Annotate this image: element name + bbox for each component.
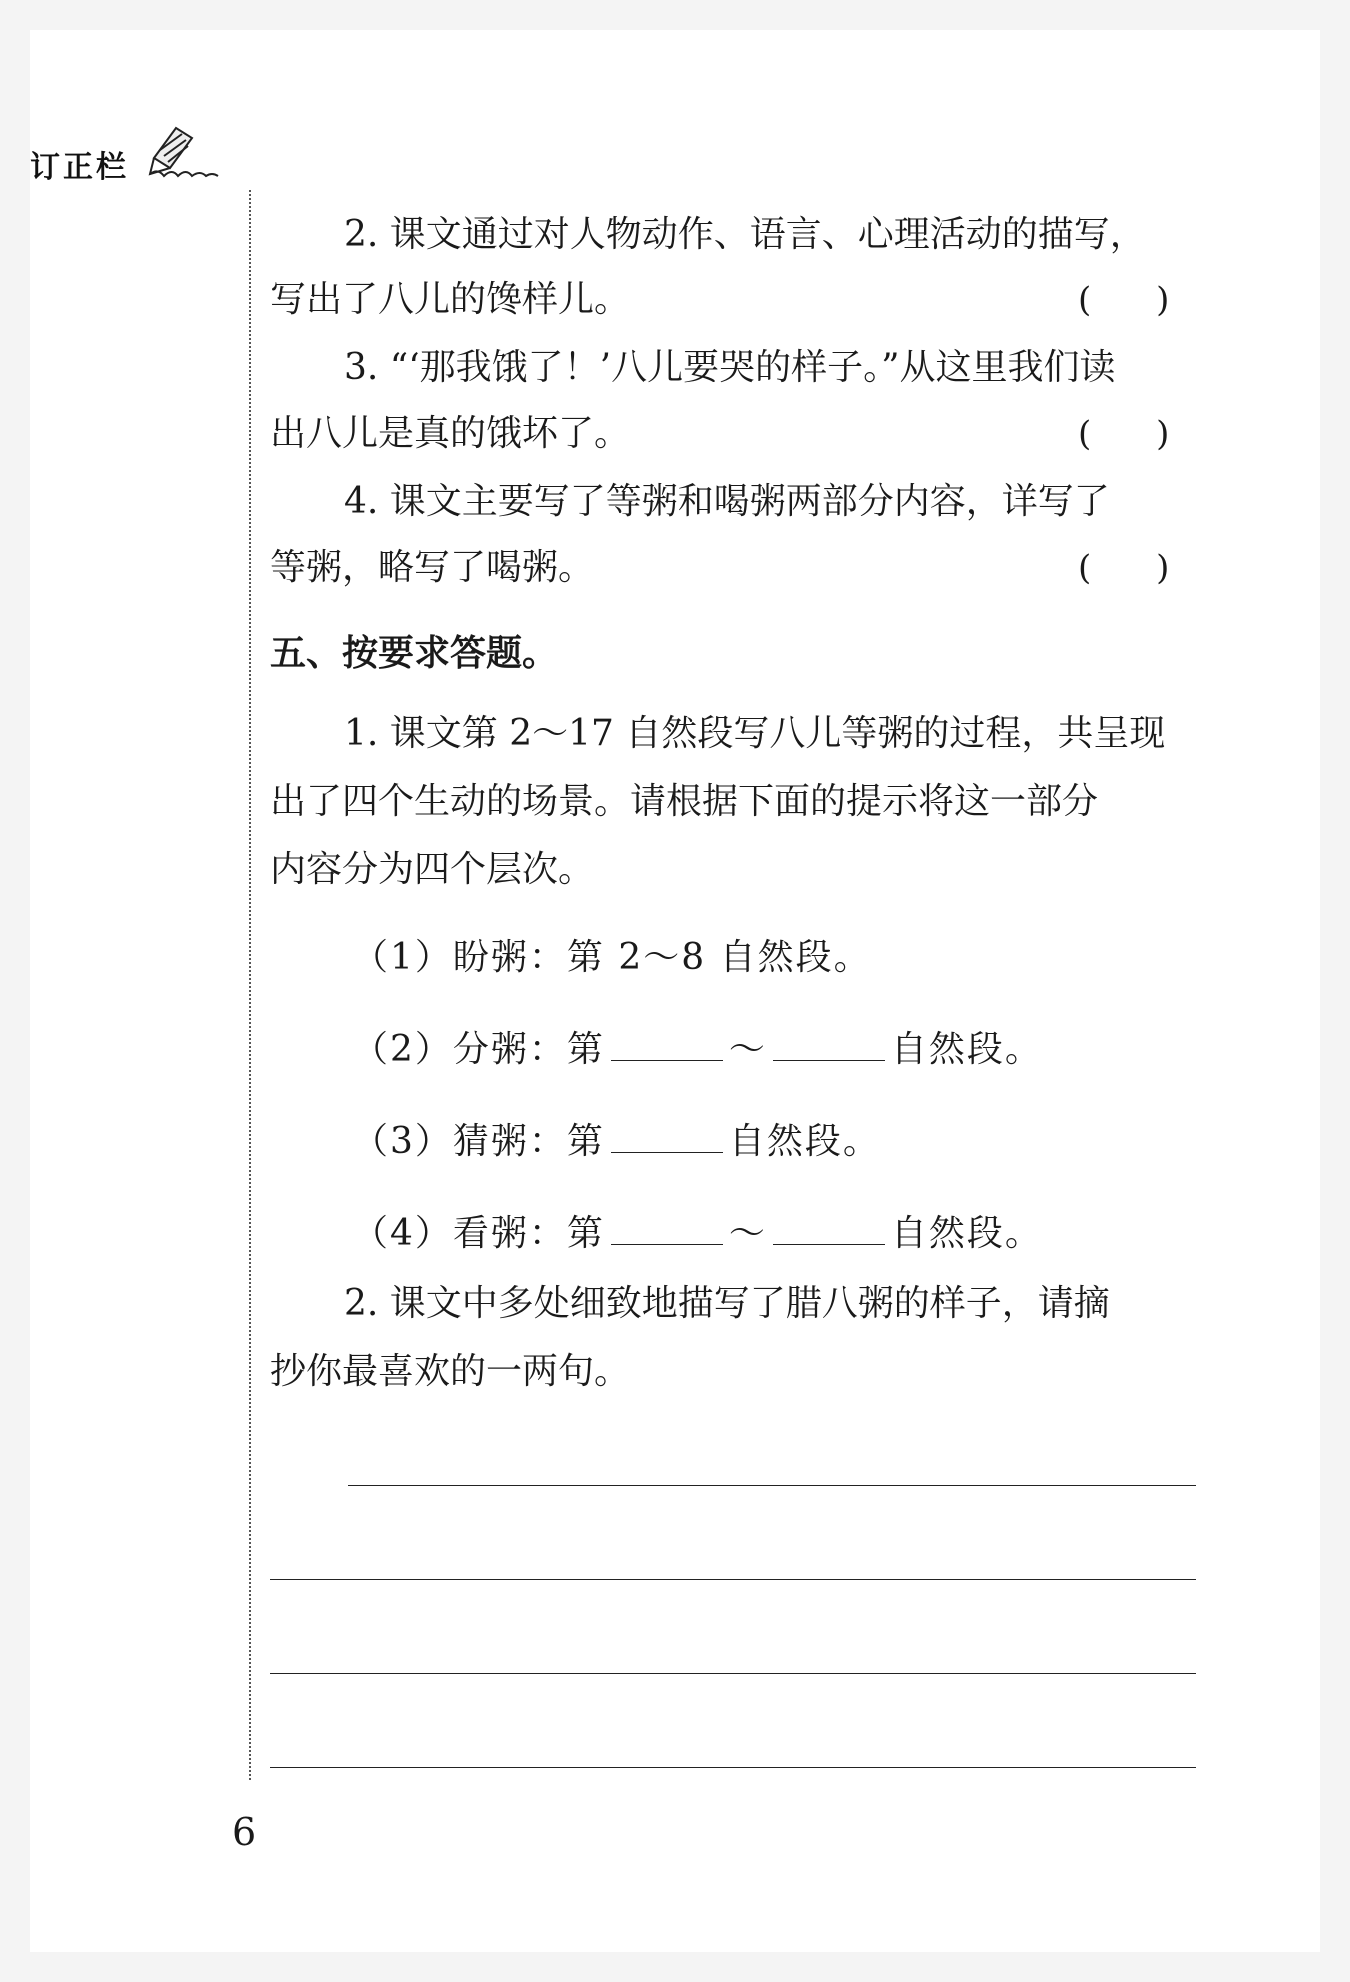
judge-item-3-line1: 3. “‘那我饿了！’八儿要哭的样子。”从这里我们读	[344, 347, 1116, 388]
answer-line-4[interactable]	[270, 1767, 1196, 1768]
blank-3[interactable]	[611, 1122, 723, 1153]
q1-part-4	[352, 1212, 1043, 1256]
q1-part-4-suffix: 自然段。	[890, 1213, 1043, 1254]
margin-dotted-line	[249, 190, 251, 1780]
blank-start-2[interactable]	[611, 1030, 723, 1061]
q1-part-1: （1）盼粥：第 2～8 自然段。	[352, 937, 872, 978]
answer-paren-3[interactable]: ( )	[1078, 414, 1170, 454]
q1-part-3	[352, 1120, 881, 1164]
q1-part-3-suffix: 自然段。	[728, 1121, 881, 1162]
judge-item-2-line1: 2. 课文通过对人物动作、语言、心理活动的描写，	[344, 214, 1146, 255]
section-heading: 五、按要求答题。	[270, 633, 559, 674]
correction-column-label: 订正栏	[30, 150, 129, 185]
q1-part-2	[352, 1028, 1043, 1072]
q1-line3: 内容分为四个层次。	[270, 849, 595, 890]
answer-paren-2[interactable]: ( )	[1078, 280, 1170, 320]
judge-item-4-line1: 4. 课文主要写了等粥和喝粥两部分内容，详写了	[344, 481, 1110, 522]
q1-part-4-prefix: （4）看粥：第	[352, 1213, 605, 1254]
blank-end-4[interactable]	[773, 1214, 885, 1245]
judge-item-4-line2: 等粥，略写了喝粥。	[270, 547, 595, 588]
answer-line-1[interactable]	[348, 1485, 1196, 1486]
q2-line1: 2. 课文中多处细致地描写了腊八粥的样子，请摘	[344, 1283, 1110, 1324]
q2-line2: 抄你最喜欢的一两句。	[270, 1351, 631, 1392]
q1-part-2-prefix: （2）分粥：第	[352, 1029, 605, 1070]
judge-item-2-line2: 写出了八儿的馋样儿。	[270, 279, 631, 320]
q1-part-3-prefix: （3）猜粥：第	[352, 1121, 605, 1162]
q1-line2: 出了四个生动的场景。请根据下面的提示将这一部分	[270, 781, 1099, 822]
judge-item-3-line2: 出八儿是真的饿坏了。	[270, 413, 631, 454]
q1-line1: 1. 课文第 2～17 自然段写八儿等粥的过程，共呈现	[344, 713, 1166, 754]
answer-line-2[interactable]	[270, 1579, 1196, 1580]
tilde-4: ～	[728, 1213, 767, 1254]
answer-paren-4[interactable]: ( )	[1078, 548, 1170, 588]
q1-part-2-suffix: 自然段。	[890, 1029, 1043, 1070]
page-number: 6	[232, 1810, 257, 1854]
answer-line-3[interactable]	[270, 1673, 1196, 1674]
blank-end-2[interactable]	[773, 1030, 885, 1061]
pencil-icon	[146, 120, 236, 180]
blank-start-4[interactable]	[611, 1214, 723, 1245]
tilde-2: ～	[728, 1029, 767, 1070]
